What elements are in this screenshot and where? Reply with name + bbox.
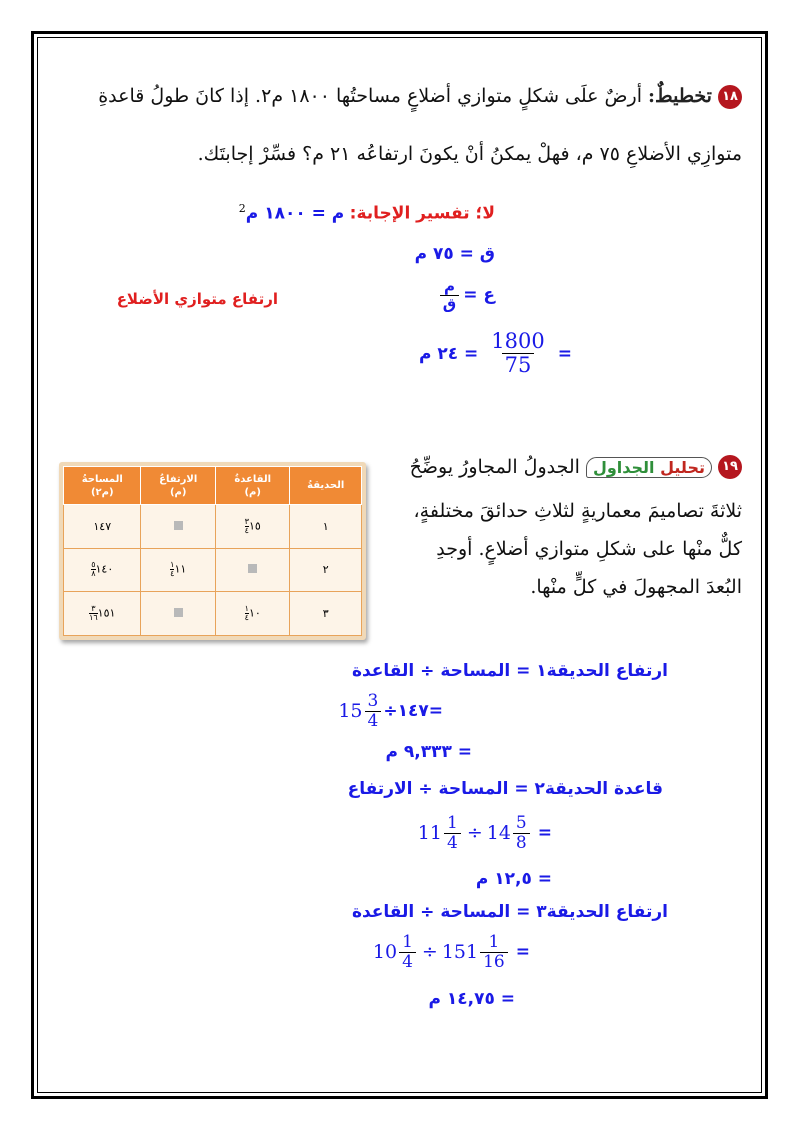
cell-height-unknown bbox=[141, 592, 216, 636]
q19-line1 bbox=[410, 455, 742, 479]
header-base: القاعدةُ (م) bbox=[215, 467, 290, 505]
q19-text-line2: ثلاثةَ تصاميمَ معماريةٍ لثلاثِ حدائقَ مختلفةٍ، bbox=[413, 500, 742, 522]
q19-number-badge: ١٩ bbox=[718, 455, 742, 479]
a19-h3-eq: = bbox=[515, 942, 530, 963]
q19-pill-word1: تحليل bbox=[660, 457, 705, 477]
cell-garden: ٢ bbox=[290, 548, 362, 592]
a18-side-note: ارتفاع متوازي الأضلاع bbox=[116, 290, 278, 308]
a18-answer-label: لا؛ تفسير الإجابة: bbox=[349, 203, 495, 224]
a18-area-exponent: 2 bbox=[238, 202, 246, 215]
a18-fraction-den: 75 bbox=[502, 353, 535, 377]
a19-h1-eq: = bbox=[428, 701, 443, 722]
gardens-table-card bbox=[59, 462, 366, 640]
cell-height: ١١ ١ ٤ bbox=[141, 548, 216, 592]
a18-height-den: ق bbox=[440, 295, 459, 313]
table-row bbox=[64, 505, 362, 549]
a19-h1-mixed: 15 $\frac{3}{4}$ bbox=[338, 692, 383, 730]
q19-pill-word2: الجداول bbox=[592, 457, 655, 477]
cell-height-unknown bbox=[141, 505, 216, 549]
q19-text-line4: البُعدَ المجهولَ في كلٍّ منْها. bbox=[530, 576, 742, 598]
a19-h1-title: ارتفاع الحديقة١ = المساحة ÷ القاعدة bbox=[351, 661, 668, 681]
q19-text-line1: الجدولُ المجاورُ يوضِّحُ bbox=[409, 456, 580, 478]
a18-line1 bbox=[239, 202, 495, 224]
q19-topic-pill bbox=[586, 457, 712, 478]
a19-h2-title: قاعدة الحديقة٢ = المساحة ÷ الارتفاع bbox=[347, 779, 663, 799]
a18-computation bbox=[419, 330, 572, 377]
a18-base: ق = ٧٥ م bbox=[414, 244, 495, 264]
cell-area: ١٤٠ ٥ ٨ bbox=[64, 548, 141, 592]
a18-height-fraction bbox=[440, 278, 459, 312]
a19-h3-expression: 10 $\frac{1}{4}$ ÷ 151 $\frac{1}{16}$ bbox=[373, 933, 510, 971]
a18-height-num: م bbox=[444, 277, 456, 295]
a18-eq: = bbox=[557, 343, 572, 364]
a19-h2-equation bbox=[418, 814, 552, 852]
a18-result: = ٢٤ م bbox=[418, 343, 479, 364]
cell-garden: ١ bbox=[290, 505, 362, 549]
cell-base: ١٠ ١ ٤ bbox=[215, 592, 290, 636]
cell-garden: ٣ bbox=[290, 592, 362, 636]
a19-h3-equation bbox=[373, 933, 530, 971]
q18-title: تخطيطٌ: bbox=[648, 85, 712, 107]
q18-number-badge: ١٨ bbox=[718, 85, 742, 109]
cell-area: ١٥١ ٣ ١٦ bbox=[64, 592, 141, 636]
q18-text-line2: متوازِي الأضلاعِ ٧٥ م، فهلْ يمكنُ أنْ يكونَ ارتفاعُه ٢١ م؟ فسِّرْ إجابتَك. bbox=[197, 143, 742, 165]
q18-text-line1: أرضٌ علَى شكلٍ متوازي أضلاعٍ مساحتُها ١٨٠٠ م٢. إذا كانَ طولُ قاعدةِ bbox=[98, 85, 642, 107]
a19-h3-result: = ١٤,٧٥ م bbox=[428, 989, 515, 1009]
gardens-table bbox=[63, 466, 362, 636]
table-row bbox=[64, 592, 362, 636]
a19-h2-eq: = bbox=[537, 823, 552, 844]
a19-h1-result: = ٩,٣٣٣ م bbox=[385, 742, 472, 762]
a18-height-formula bbox=[436, 278, 495, 312]
a18-fraction-num: 1800 bbox=[491, 329, 545, 353]
a19-h1-equation bbox=[338, 692, 443, 730]
table-row bbox=[64, 548, 362, 592]
a18-height-lhs: ع = bbox=[463, 285, 495, 305]
q18-line1 bbox=[98, 85, 742, 109]
cell-base-unknown bbox=[215, 548, 290, 592]
q19-text-line3: كلٌّ منْها على شكلِ متوازي أضلاعٍ. أوجدِ bbox=[436, 538, 742, 560]
table-header-row bbox=[64, 467, 362, 505]
a19-h1-arabic: ١٤٧÷ bbox=[383, 701, 429, 722]
header-height: الارتفاعُ (م) bbox=[141, 467, 216, 505]
a19-h2-result: = ١٢,٥ م bbox=[475, 869, 552, 889]
header-garden: الحديقةُ bbox=[290, 467, 362, 505]
a19-h2-expression: 11 $\frac{1}{4}$ ÷ 14 $\frac{5}{8}$ bbox=[418, 814, 532, 852]
a19-h3-title: ارتفاع الحديقة٣ = المساحة ÷ القاعدة bbox=[351, 902, 668, 922]
cell-base: ١٥ ٣ ٤ bbox=[215, 505, 290, 549]
a18-fraction bbox=[488, 330, 547, 377]
header-area: المساحةُ (م٢) bbox=[64, 467, 141, 505]
a18-area: م = ١٨٠٠ م bbox=[245, 203, 345, 224]
cell-area: ١٤٧ bbox=[64, 505, 141, 549]
